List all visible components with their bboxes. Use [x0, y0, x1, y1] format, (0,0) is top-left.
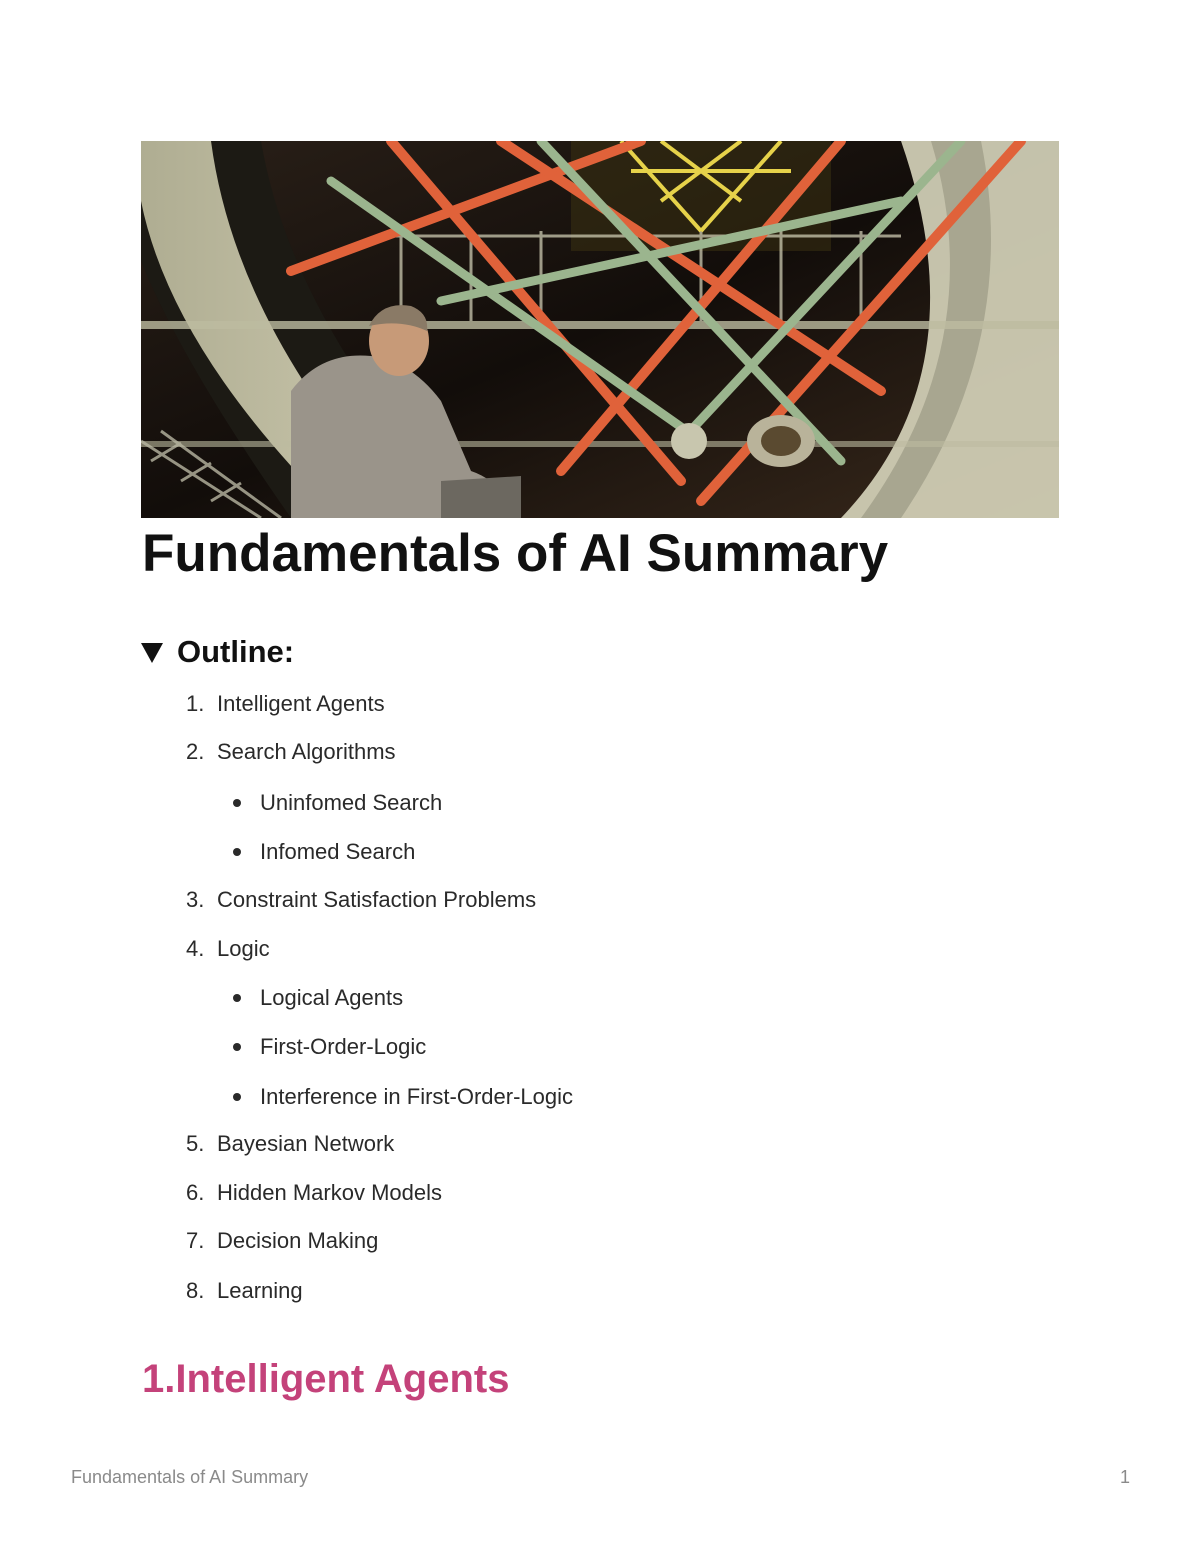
list-number: 7. [186, 1228, 205, 1253]
list-item-text: Learning [217, 1278, 303, 1303]
list-item-text: Search Algorithms [217, 739, 396, 764]
list-number: 1. [186, 691, 205, 716]
outline-toggle[interactable] [141, 632, 294, 672]
list-item-text: Constraint Satisfaction Problems [217, 887, 537, 912]
list-item-text: Decision Making [217, 1228, 379, 1253]
bullet-icon [233, 1093, 241, 1101]
list-number: 5. [186, 1131, 205, 1156]
outline-toggle-label: Outline: [177, 634, 295, 669]
list-item-text: Interference in First-Order-Logic [260, 1084, 573, 1109]
list-item-text: Logical Agents [260, 985, 404, 1010]
telescope-photo [141, 141, 1059, 518]
footer-title: Fundamentals of AI Summary [71, 1467, 309, 1487]
bullet-icon [233, 799, 241, 807]
bullet-icon [233, 994, 241, 1002]
list-number: 3. [186, 887, 205, 912]
list-item-text: Logic [217, 936, 270, 961]
section-heading: 1.Intelligent Agents [142, 1357, 510, 1401]
list-item-text: Infomed Search [260, 839, 416, 864]
list-item-text: Hidden Markov Models [217, 1180, 442, 1205]
bullet-icon [233, 1043, 241, 1051]
list-number: 8. [186, 1278, 205, 1303]
bullet-icon [233, 848, 241, 856]
list-item-text: Intelligent Agents [217, 691, 385, 716]
list-number: 6. [186, 1180, 205, 1205]
cover-image [141, 141, 1059, 518]
list-item-text: First-Order-Logic [260, 1034, 427, 1059]
list-number: 2. [186, 739, 205, 764]
page-number: 1 [1119, 1467, 1130, 1487]
page-title: Fundamentals of AI Summary [142, 524, 889, 583]
list-item-text: Uninfomed Search [260, 790, 443, 815]
triangle-down-icon [141, 643, 163, 663]
list-number: 4. [186, 936, 205, 961]
list-item-text: Bayesian Network [217, 1131, 395, 1156]
